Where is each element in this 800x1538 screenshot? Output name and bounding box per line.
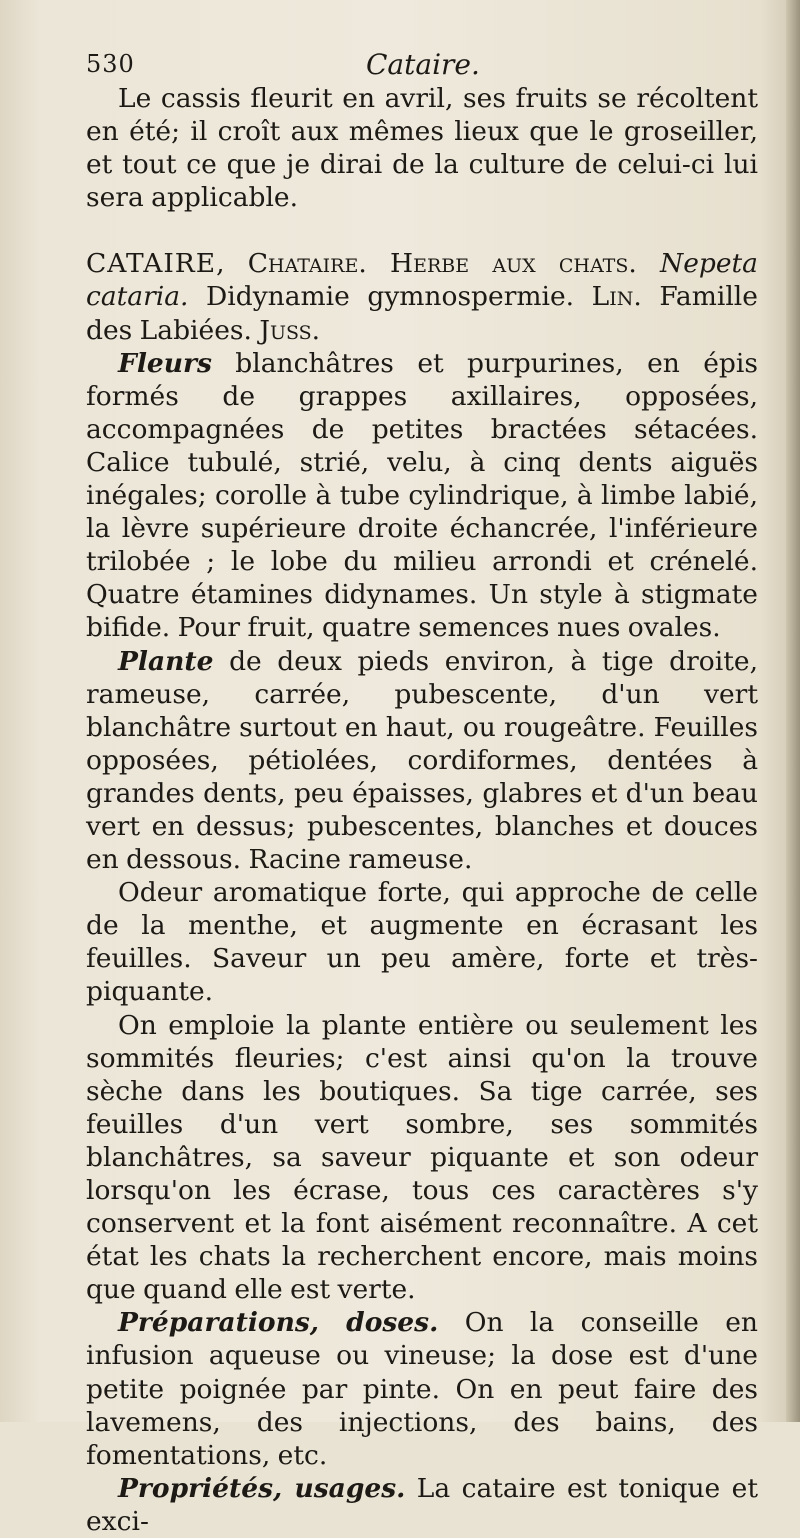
cassis-paragraph: Le cassis fleurit en avril, ses fruits se récoltent en été; il croît aux mêmes lieux que le groseiller, et tout ce que je dirai de la culture de celui-ci lui sera applicable.	[86, 83, 758, 214]
plante-paragraph	[86, 645, 758, 877]
fleurs-text: blanchâtres et purpurines, en épis formés de grappes axillaires, opposées, accompagnées de petites bractées sétacées. Calice tubulé, strié, velu, à cinq dents aiguës inégales; corolle à tube cylindrique, à limbe labié, la lèvre supérieure droite échancrée, l'inférieure trilobée ; le lobe du milieu arrondi et crénelé. Quatre étamines didynames. Un style à stigmate bifide. Pour fruit, quatre semences nues ovales.	[86, 347, 758, 644]
latin-name: Nepeta cataria.	[86, 248, 758, 313]
body-text	[86, 82, 758, 1538]
fleurs-paragraph	[86, 347, 758, 645]
preparations-paragraph	[86, 1306, 758, 1471]
plante-label: Plante	[118, 645, 214, 677]
headword: CATAIRE	[86, 248, 217, 280]
preparations-text: On la conseille en infusion aqueuse ou vineuse; la dose est d'une petite poignée par pinte. On en peut faire des lavemens, des injections, des bains, des fomentations, etc.	[86, 1307, 758, 1471]
proprietes-text: La cataire est tonique et exci-	[86, 1472, 758, 1537]
linnaean-class: Didynamie gymnospermie.	[206, 281, 575, 313]
page-gutter-shadow	[786, 0, 800, 1422]
proprietes-paragraph	[86, 1472, 758, 1538]
family: Famille des Labiées.	[86, 281, 758, 346]
running-title: Cataire.	[366, 48, 480, 81]
preparations-label: Préparations, doses.	[118, 1307, 439, 1339]
plante-text: de deux pieds environ, à tige droite, rameuse, carrée, pubescente, d'un vert blanchâtre surtout en haut, ou rougeâtre. Feuilles opposées, pétiolées, cordiformes, dentées à grandes dents, peu épaisses, glabres et d'un beau vert en dessus; pubescentes, blanches et douces en dessous. Racine rameuse.	[86, 645, 758, 876]
usage-paragraph: On emploie la plante entière ou seulement les sommités fleuries; c'est ainsi qu'on la trouve sèche dans les boutiques. Sa tige carrée, ses feuilles d'un vert sombre, ses sommités blanchâtres, sa saveur piquante et son odeur lorsqu'on les écrase, tous ces caractères s'y conservent et la font aisément reconnaître. A cet état les chats la recherchent encore, mais moins que quand elle est verte.	[86, 1009, 758, 1306]
jussieu-abbrev: Juss.	[259, 314, 321, 346]
entry-spacer	[86, 214, 758, 247]
fleurs-label: Fleurs	[118, 347, 212, 379]
cataire-entry-heading: CATAIRE, Chataire. Herbe aux chats. Nepeta cataria. Didynamie gymnospermie. Lin. Famille des Labiées. Juss.	[86, 248, 758, 346]
proprietes-label: Propriétés, usages.	[118, 1472, 406, 1504]
synonyms: Chataire. Herbe aux chats.	[247, 248, 637, 280]
page-number: 530	[86, 50, 135, 78]
linne-abbrev: Lin.	[591, 281, 642, 313]
odeur-paragraph: Odeur aromatique forte, qui approche de celle de la menthe, et augmente en écrasant les feuilles. Saveur un peu amère, forte et très-piquante.	[86, 877, 758, 1008]
